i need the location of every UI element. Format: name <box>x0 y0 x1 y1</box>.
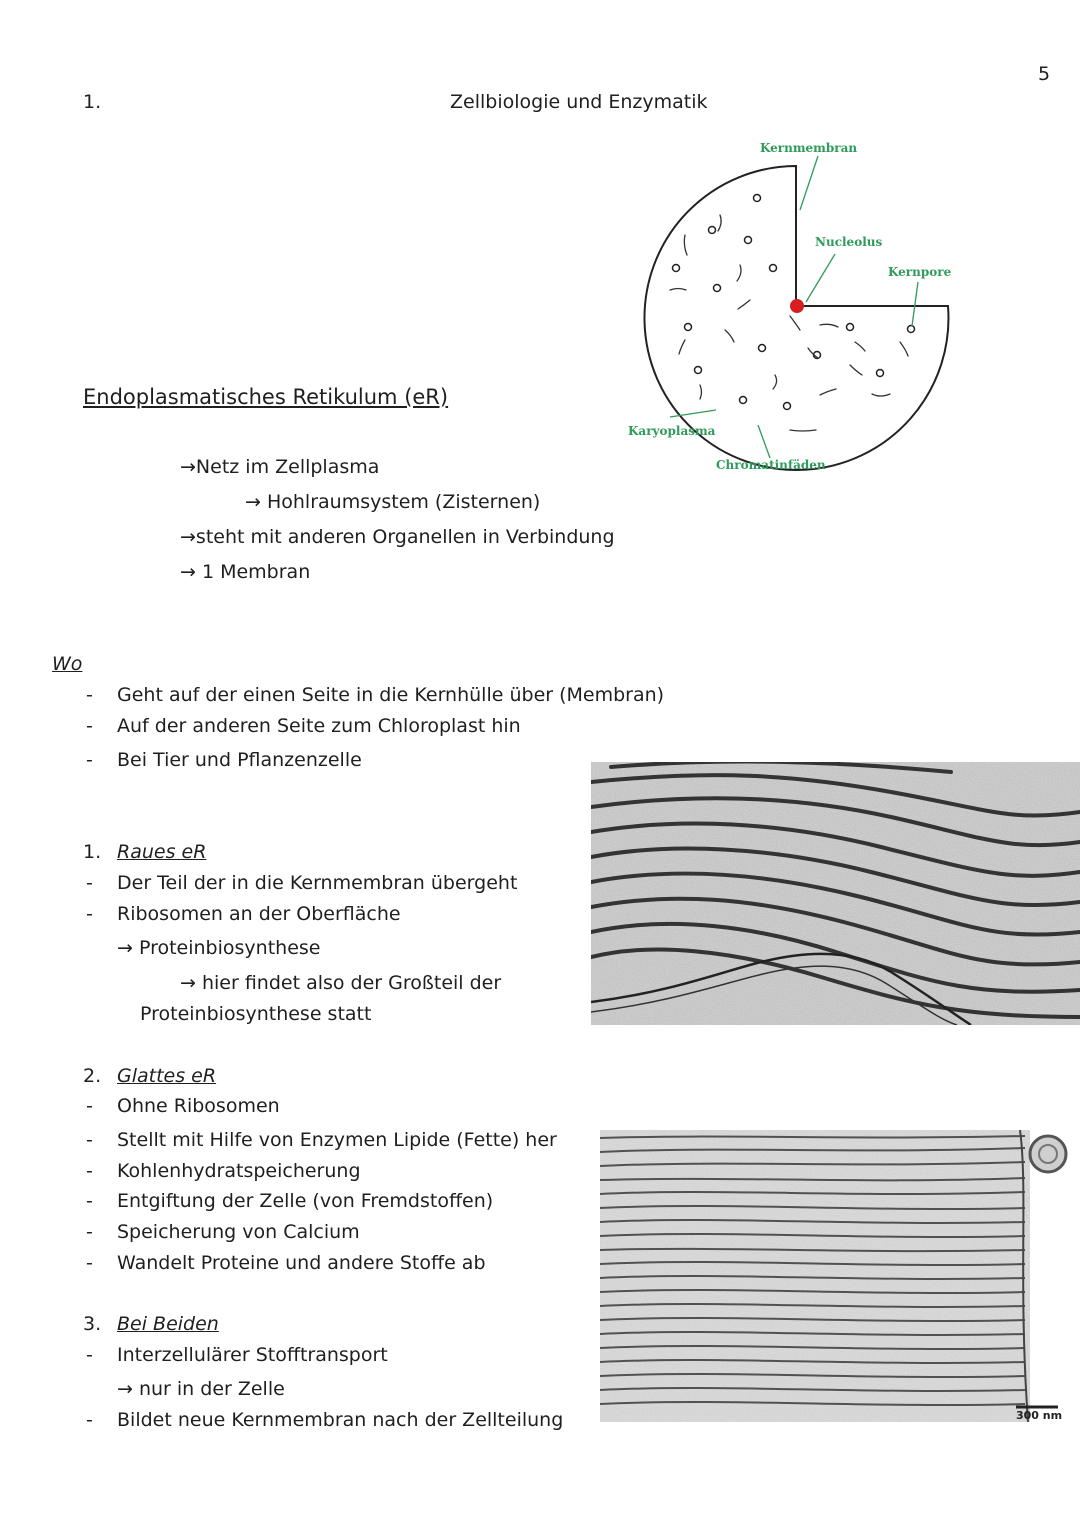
bullet-dash: - <box>86 749 93 771</box>
section-title: Endoplasmatisches Retikulum (eR) <box>83 385 449 409</box>
list-item: Ohne Ribosomen <box>117 1095 280 1117</box>
wo-heading: Wo <box>52 653 83 675</box>
bullet-dash: - <box>86 1129 93 1151</box>
bullet-dash: - <box>86 1190 93 1212</box>
list-number: 1. <box>83 841 102 863</box>
bei-beiden-heading: Bei Beiden <box>117 1313 219 1335</box>
bullet-dash: - <box>86 1344 93 1366</box>
list-number: 2. <box>83 1065 102 1087</box>
list-item: Stellt mit Hilfe von Enzymen Lipide (Fette) her <box>117 1129 557 1151</box>
arrow-line: →Netz im Zellplasma <box>180 456 380 478</box>
list-item: Ribosomen an der Oberfläche <box>117 903 401 925</box>
arrow-line: →steht mit anderen Organellen in Verbindung <box>180 526 615 548</box>
glattes-er-heading: Glattes eR <box>117 1065 217 1087</box>
list-item: Bei Tier und Pflanzenzelle <box>117 749 362 771</box>
arrow-line: → Hohlraumsystem (Zisternen) <box>245 491 541 513</box>
label-chromatinfaeden: Chromatinfäden <box>716 458 826 472</box>
arrow-line-continuation: Proteinbiosynthese statt <box>140 1003 372 1025</box>
label-karyoplasma: Karyoplasma <box>628 424 716 438</box>
label-kernpore: Kernpore <box>888 265 952 279</box>
list-item: Interzellulärer Stofftransport <box>117 1344 388 1366</box>
list-number: 3. <box>83 1313 102 1335</box>
bullet-dash: - <box>86 1409 93 1431</box>
bullet-dash: - <box>86 1252 93 1274</box>
smooth-er-micrograph <box>600 1130 1070 1422</box>
bullet-dash: - <box>86 872 93 894</box>
bullet-dash: - <box>86 1160 93 1182</box>
list-item: Der Teil der in die Kernmembran übergeht <box>117 872 518 894</box>
list-item: Kohlenhydratspeicherung <box>117 1160 361 1182</box>
list-item: Wandelt Proteine und andere Stoffe ab <box>117 1252 486 1274</box>
list-item: Geht auf der einen Seite in die Kernhülle über (Membran) <box>117 684 665 706</box>
label-nucleolus: Nucleolus <box>815 235 883 249</box>
bullet-dash: - <box>86 1095 93 1117</box>
rough-er-micrograph <box>591 762 1080 1025</box>
arrow-line: → hier findet also der Großteil der <box>180 972 502 994</box>
list-item: Speicherung von Calcium <box>117 1221 360 1243</box>
bullet-dash: - <box>86 715 93 737</box>
nucleolus-dot <box>790 299 804 313</box>
arrow-line: → Proteinbiosynthese <box>117 937 321 959</box>
raues-er-heading: Raues eR <box>117 841 207 863</box>
chapter-number: 1. <box>83 91 102 113</box>
bullet-dash: - <box>86 903 93 925</box>
bullet-dash: - <box>86 1221 93 1243</box>
label-kernmembran: Kernmembran <box>760 141 858 155</box>
arrow-line: → 1 Membran <box>180 561 311 583</box>
list-item: Auf der anderen Seite zum Chloroplast hin <box>117 715 521 737</box>
vesicle-icon <box>1030 1136 1066 1172</box>
scale-bar-label: 300 nm <box>1016 1409 1063 1422</box>
bullet-dash: - <box>86 684 93 706</box>
list-item: Entgiftung der Zelle (von Fremdstoffen) <box>117 1190 494 1212</box>
arrow-line: → nur in der Zelle <box>117 1378 285 1400</box>
page-number: 5 <box>1038 63 1051 85</box>
nucleus-diagram <box>610 130 970 480</box>
chapter-title: Zellbiologie und Enzymatik <box>450 91 708 113</box>
list-item: Bildet neue Kernmembran nach der Zellteilung <box>117 1409 564 1431</box>
